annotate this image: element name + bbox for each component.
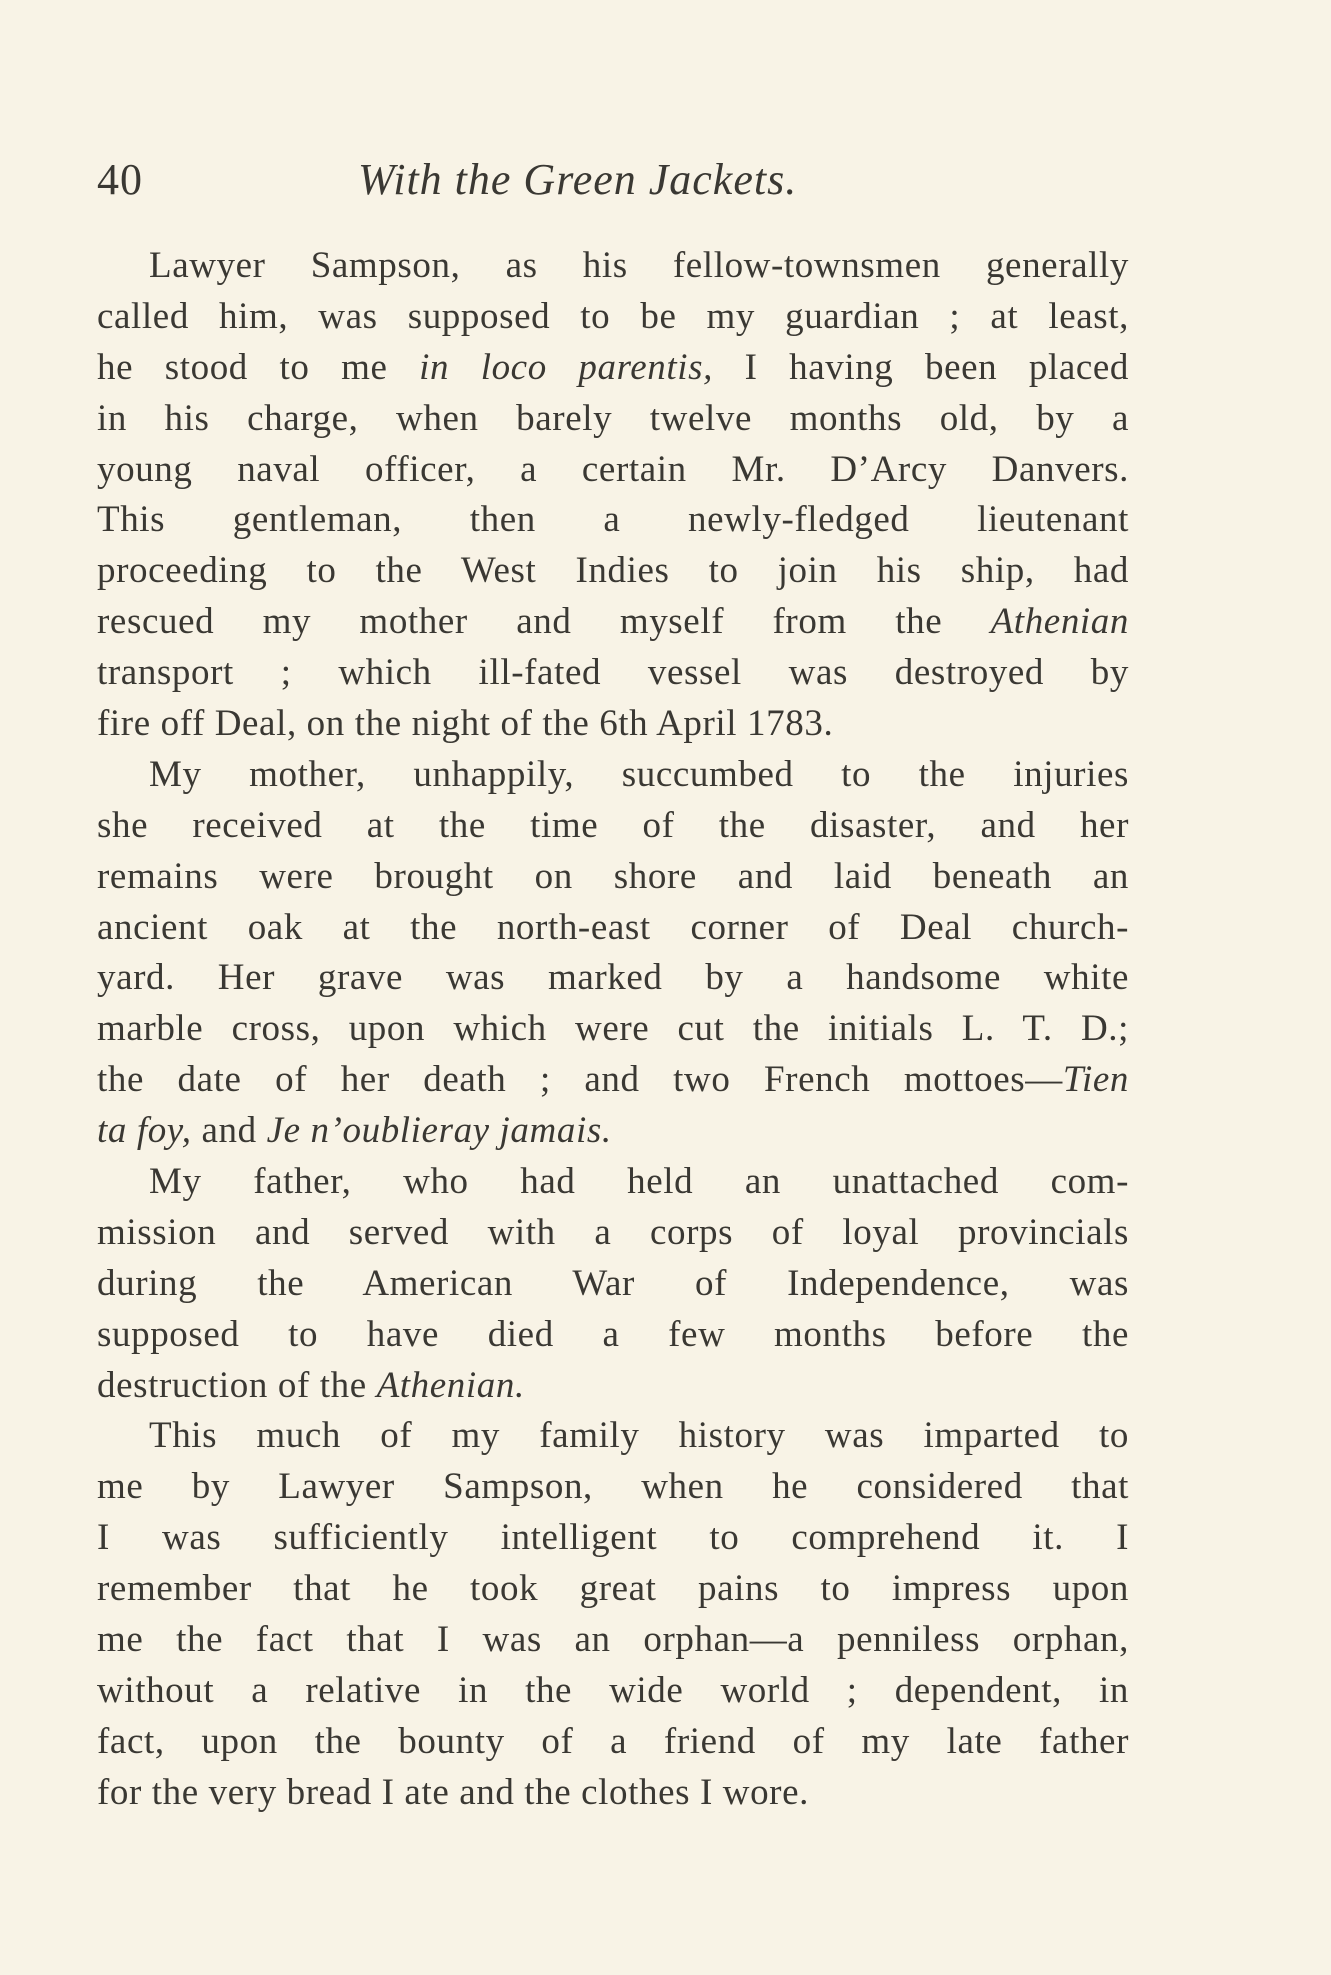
text-run: rescued my mother and myself from the (97, 601, 991, 643)
text-run: remember that he took great pains to impress upon (97, 1568, 1129, 1610)
text-line (97, 1564, 1129, 1615)
text-run: me by Lawyer Sampson, when he considered that (97, 1466, 1129, 1508)
italic-text: Athenian (990, 601, 1129, 643)
text-run: the date of her death ; and two French mottoes— (97, 1059, 1063, 1101)
text-line (97, 292, 1129, 343)
text-line (97, 546, 1129, 597)
text-run: me the fact that I was an orphan—a penniless orphan, (97, 1619, 1129, 1661)
text-run: he stood to me (97, 346, 420, 388)
text-line (97, 241, 1129, 292)
text-line (97, 445, 1129, 496)
text-run: fire off Deal, on the night of the 6th April 1783. (97, 703, 834, 745)
text-run: without a relative in the wide world ; dependent, in (97, 1669, 1129, 1711)
text-line (97, 699, 1129, 750)
text-line (97, 1717, 1129, 1768)
text-line (97, 750, 1129, 801)
text-run: This gentleman, then a newly-fledged lieutenant (97, 499, 1129, 541)
text-run: destruction of the (97, 1364, 377, 1406)
text-run: mission and served with a corps of loyal provincials (97, 1211, 1129, 1253)
text-line (97, 801, 1129, 852)
italic-text: in loco parentis, (419, 346, 713, 388)
text-run: in his charge, when barely twelve months old, by a (97, 397, 1129, 439)
text-run: she received at the time of the disaster, and her (97, 804, 1129, 846)
text-line (97, 1004, 1129, 1055)
italic-text: Athenian. (376, 1364, 525, 1406)
text-line (97, 1513, 1129, 1564)
text-line (97, 1768, 1129, 1819)
text-line (97, 1462, 1129, 1513)
text-run: I was sufficiently intelligent to comprehend it. I (97, 1517, 1129, 1559)
text-line (97, 953, 1129, 1004)
text-line (97, 648, 1129, 699)
text-run: yard. Her grave was marked by a handsome white (97, 957, 1129, 999)
text-line (97, 1615, 1129, 1666)
italic-text: Je n’oublieray jamais. (266, 1110, 612, 1152)
text-run: young naval officer, a certain Mr. D’Arcy Danvers. (97, 448, 1129, 490)
text-run: fact, upon the bounty of a friend of my late father (97, 1720, 1129, 1762)
text-run: during the American War of Independence, was (97, 1262, 1129, 1304)
text-line (97, 343, 1129, 394)
text-line (97, 1055, 1129, 1106)
text-line (97, 1411, 1129, 1462)
text-run: marble cross, upon which were cut the initials L. T. D.; (97, 1008, 1129, 1050)
body-text (97, 241, 1129, 1819)
text-line (97, 1157, 1129, 1208)
text-run: remains were brought on shore and laid beneath an (97, 855, 1129, 897)
running-title: With the Green Jackets. (358, 155, 798, 204)
italic-text: ta foy, (97, 1110, 192, 1152)
page-number: 40 (97, 155, 143, 204)
text-line (97, 1259, 1129, 1310)
italic-text: Tien (1062, 1059, 1129, 1101)
text-run: My mother, unhappily, succumbed to the injuries (149, 753, 1129, 795)
text-run: called him, was supposed to be my guardian ; at least, (97, 295, 1129, 337)
page-header (0, 150, 1331, 210)
text-line (97, 852, 1129, 903)
text-run: My father, who had held an unattached com- (149, 1161, 1129, 1203)
text-run: This much of my family history was imparted to (149, 1415, 1129, 1457)
text-run: for the very bread I ate and the clothes I wore. (97, 1771, 809, 1813)
text-line (97, 1310, 1129, 1361)
text-run: and (191, 1110, 267, 1152)
text-line (97, 495, 1129, 546)
text-run: supposed to have died a few months before the (97, 1313, 1129, 1355)
text-line (97, 1208, 1129, 1259)
text-run: ancient oak at the north-east corner of Deal church- (97, 906, 1129, 948)
text-line (97, 903, 1129, 954)
text-run: I having been placed (712, 346, 1130, 388)
text-line (97, 1106, 1129, 1157)
text-run: Lawyer Sampson, as his fellow-townsmen generally (149, 245, 1129, 286)
text-line (97, 394, 1129, 445)
text-run: transport ; which ill-fated vessel was destroyed by (97, 652, 1129, 694)
text-line (97, 597, 1129, 648)
text-line (97, 1361, 1129, 1412)
text-line (97, 1666, 1129, 1717)
text-run: proceeding to the West Indies to join his ship, had (97, 550, 1129, 592)
